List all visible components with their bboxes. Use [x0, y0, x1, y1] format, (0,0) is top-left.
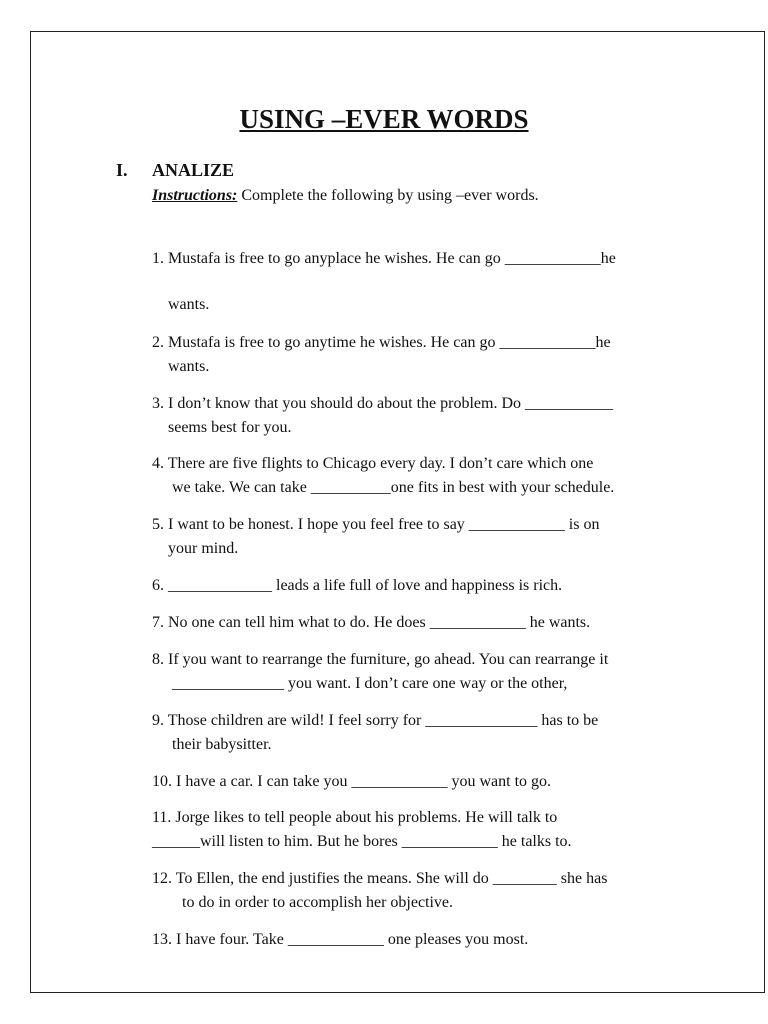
question-12: [152, 867, 660, 915]
question-line: wants.: [168, 358, 210, 375]
question-line: your mind.: [168, 540, 239, 557]
worksheet-title: USING –EVER WORDS: [239, 104, 529, 134]
question-line: ______will listen to him. But he bores ____________ he talks to.: [152, 833, 572, 850]
question-line: 11. Jorge likes to tell people about his problems. He will talk to: [152, 809, 558, 826]
instructions: [152, 187, 539, 205]
question-line: to do in order to accomplish her objective.: [182, 894, 454, 911]
question-line: ______________ you want. I don’t care one way or the other,: [172, 675, 568, 692]
question-1: [152, 247, 660, 317]
question-line: 13. I have four. Take ____________ one pleases you most.: [152, 931, 529, 948]
question-13: [152, 928, 660, 952]
question-line: 8. If you want to rearrange the furniture, go ahead. You can rearrange it: [152, 651, 609, 668]
instructions-text: Complete the following by using –ever words.: [237, 187, 539, 204]
question-line: seems best for you.: [168, 419, 292, 436]
question-8: [152, 648, 660, 696]
question-3: [152, 392, 660, 440]
question-line: 10. I have a car. I can take you ____________ you want to go.: [152, 773, 552, 790]
section-title: ANALIZE: [152, 160, 235, 180]
question-line: 1. Mustafa is free to go anyplace he wishes. He can go ____________he: [152, 250, 616, 267]
question-2: [152, 331, 660, 379]
question-line: 6. _____________ leads a life full of love and happiness is rich.: [152, 577, 563, 594]
question-line: 7. No one can tell him what to do. He does ____________ he wants.: [152, 614, 591, 631]
question-line: their babysitter.: [172, 736, 272, 753]
question-line: wants.: [168, 296, 210, 313]
question-7: [152, 611, 660, 635]
question-line: 12. To Ellen, the end justifies the means. She will do ________ she has: [152, 870, 608, 887]
instructions-label: Instructions: [152, 187, 233, 204]
question-11: [152, 806, 660, 854]
question-5: [152, 513, 660, 561]
instructions-colon: :: [232, 187, 238, 204]
question-line: we take. We can take __________one fits in best with your schedule.: [172, 479, 615, 496]
question-4: [152, 452, 660, 500]
section-number: I.: [116, 160, 128, 180]
question-9: [152, 709, 660, 757]
question-line: 5. I want to be honest. I hope you feel free to say ____________ is on: [152, 516, 600, 533]
question-line: 3. I don’t know that you should do about the problem. Do ___________: [152, 395, 613, 412]
question-line: 4. There are five flights to Chicago every day. I don’t care which one: [152, 455, 594, 472]
question-line: 2. Mustafa is free to go anytime he wishes. He can go ____________he: [152, 334, 611, 351]
question-line: 9. Those children are wild! I feel sorry for ______________ has to be: [152, 712, 599, 729]
question-10: [152, 770, 660, 794]
question-6: [152, 574, 660, 598]
